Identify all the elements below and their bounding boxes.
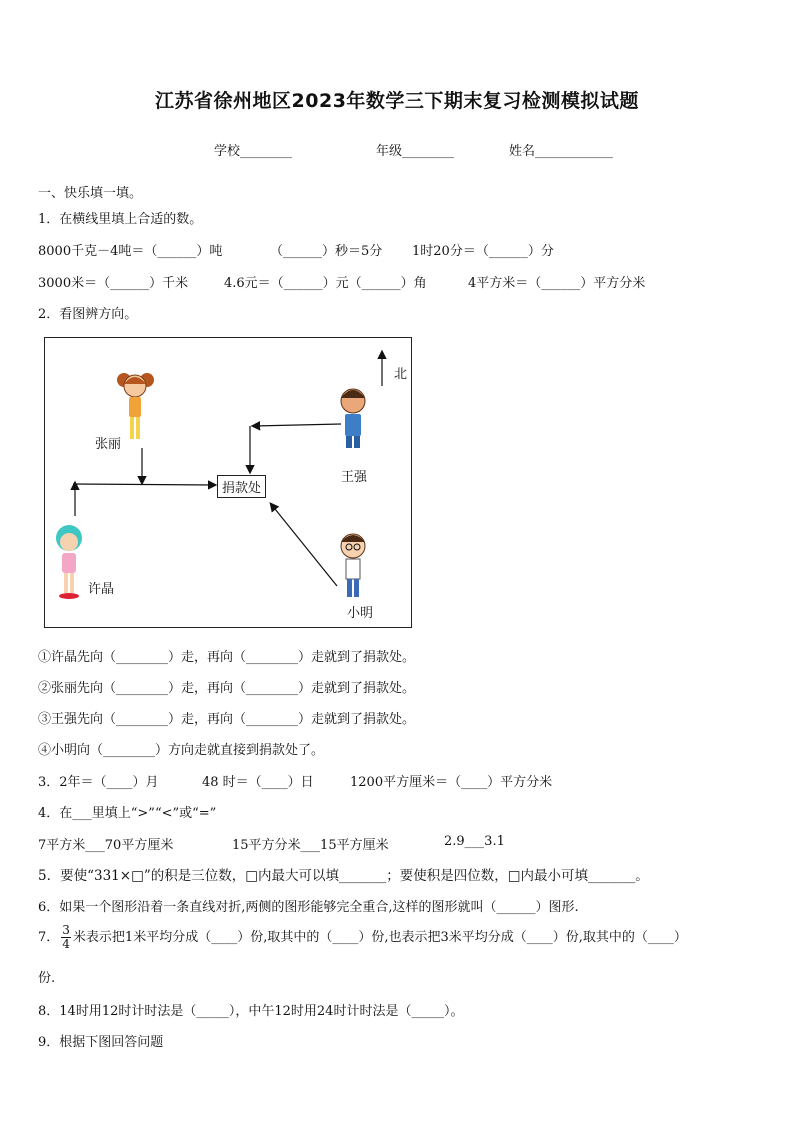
q3-item-1: 3．2年＝（____）月 (38, 775, 159, 790)
q3-item-3: 1200平方厘米＝（____）平方分米 (350, 775, 553, 790)
q2-sub-3: ③王强先向（________）走，再向（________）走就到了捐款处。 (38, 712, 416, 727)
q1-item-1: 8000千克－4吨＝（______）吨 (38, 244, 223, 259)
xiaoming-figure (341, 534, 365, 597)
question-2-stem: 2．看图辨方向。 (38, 307, 138, 322)
xujing-label: 许晶 (88, 582, 115, 597)
donation-box: 捐款处 (217, 475, 266, 498)
q1-item-6: 4平方米＝（______）平方分米 (468, 276, 646, 291)
fraction (61, 924, 71, 951)
wangqiang-figure (341, 389, 365, 448)
q1-item-2: （______）秒＝5分 (270, 244, 383, 259)
zhangli-label: 张丽 (95, 437, 122, 452)
xujing-figure (56, 525, 82, 599)
q7-text: 米表示把1米平均分成（____）份,取其中的（____）份,也表示把3米平均分成（____）份,取其中的（____） (72, 930, 687, 945)
section-heading: 一、快乐填一填。 (38, 186, 143, 201)
question-9: 9．根据下图回答问题 (38, 1035, 164, 1050)
q3-item-2: 48 时＝（____）日 (202, 775, 314, 790)
school-field: 学校________ (214, 144, 293, 159)
fraction-numerator: 3 (62, 923, 70, 937)
grade-field: 年级________ (376, 144, 455, 159)
q2-sub-4: ④小明向（________）方向走就直接到捐款处了。 (38, 743, 325, 758)
xiaoming-label: 小明 (347, 606, 374, 621)
question-1-stem: 1．在横线里填上合适的数。 (38, 212, 203, 227)
q2-sub-1: ①许晶先向（________）走，再向（________）走就到了捐款处。 (38, 650, 416, 665)
wangqiang-label: 王强 (341, 470, 368, 485)
q1-item-3: 1时20分＝（______）分 (412, 244, 554, 259)
q2-sub-2: ②张丽先向（________）走，再向（________）走就到了捐款处。 (38, 681, 416, 696)
q4-item-2: 15平方分米___15平方厘米 (232, 838, 389, 853)
q1-item-5: 4.6元＝（______）元（______）角 (224, 276, 427, 291)
question-7 (38, 924, 687, 951)
q7-prefix: 7． (38, 930, 60, 945)
question-8: 8．14时用12时计时法是（_____），中午12时用24时计时法是（_____）。 (38, 1004, 464, 1019)
question-5: 5．要使“331×□”的积是三位数，□内最大可以填_______；要使积是四位数，□内最小可填_______。 (38, 868, 649, 884)
q1-item-4: 3000米＝（______）千米 (38, 276, 189, 291)
north-label: 北 (394, 367, 408, 382)
name-field: 姓名____________ (509, 144, 614, 159)
q7-tail: 份. (38, 971, 56, 986)
fraction-denominator: 4 (62, 937, 70, 951)
q4-item-3: 2.9___3.1 (444, 834, 505, 849)
zhangli-figure (117, 373, 154, 439)
question-6: 6．如果一个图形沿着一条直线对折,两侧的图形能够完全重合,这样的图形就叫（______）图形. (38, 900, 579, 915)
q4-item-1: 7平方米___70平方厘米 (38, 838, 174, 853)
page-title: 江苏省徐州地区2023年数学三下期末复习检测模拟试题 (155, 90, 639, 112)
question-4-stem: 4．在___里填上“>”“<”或“=” (38, 806, 217, 821)
direction-diagram (44, 337, 412, 628)
